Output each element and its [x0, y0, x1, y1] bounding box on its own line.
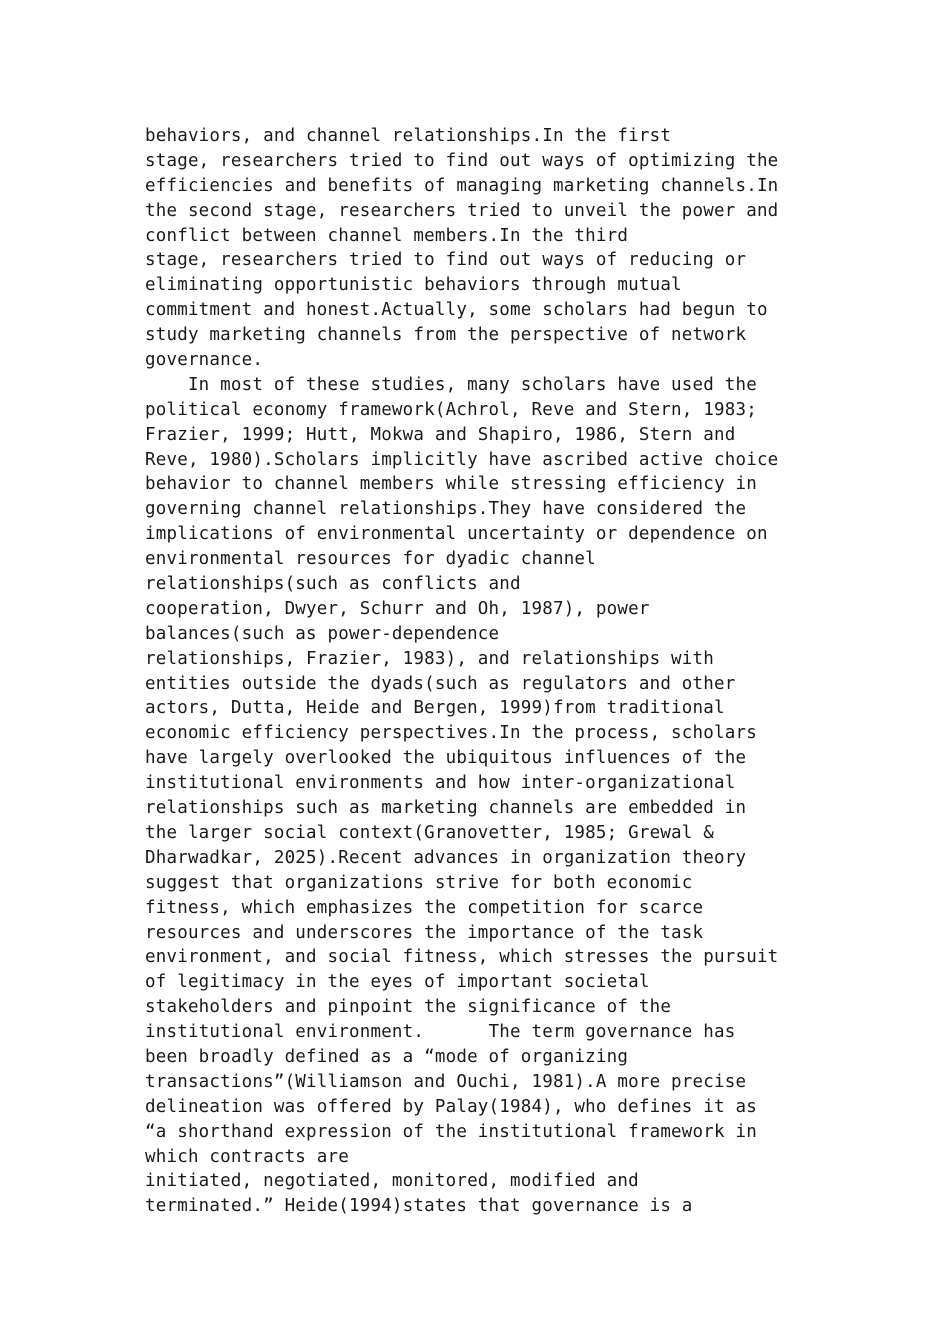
- text-line: study marketing channels from the perspective of network: [145, 325, 747, 346]
- text-line: commitment and honest.Actually, some scholars had begun to: [145, 300, 768, 321]
- text-line: stage, researchers tried to find out ways of optimizing the: [145, 150, 779, 171]
- text-line: the larger social context(Granovetter, 1985; Grewal &: [145, 822, 715, 843]
- paragraph-start-line: In most of these studies, many scholars have used the: [145, 374, 757, 395]
- text-line: behaviors, and channel relationships.In the first: [145, 126, 672, 146]
- text-line: actors, Dutta, Heide and Bergen, 1999)from traditional: [145, 698, 725, 719]
- text-line: relationships, Frazier, 1983), and relationships with: [145, 648, 715, 669]
- text-line: implications of environmental uncertainty or dependence on: [145, 524, 768, 545]
- text-line: environment, and social fitness, which stresses the pursuit: [145, 947, 779, 968]
- text-line: relationships such as marketing channels are embedded in: [145, 798, 747, 819]
- text-line: Dharwadkar, 2025).Recent advances in organization theory: [145, 847, 747, 868]
- text-line: governing channel relationships.They have considered the: [145, 499, 747, 520]
- text-line: relationships(such as conflicts and: [145, 574, 521, 595]
- text-line: conflict between channel members.In the third: [145, 225, 629, 246]
- text-line: stakeholders and pinpoint the significance of the: [145, 997, 672, 1018]
- text-line: institutional environments and how inter-organizational: [145, 773, 736, 794]
- text-line: Frazier, 1999; Hutt, Mokwa and Shapiro, 1986, Stern and: [145, 424, 736, 445]
- text-line: institutional environment. The term governance has: [145, 1022, 736, 1043]
- text-line: behavior to channel members while stressing efficiency in: [145, 474, 757, 495]
- text-line: of legitimacy in the eyes of important societal: [145, 972, 650, 993]
- text-line: governance.: [145, 350, 264, 371]
- text-line: transactions”(Williamson and Ouchi, 1981).A more precise: [145, 1071, 747, 1092]
- text-line: balances(such as power-dependence: [145, 623, 500, 644]
- text-line: entities outside the dyads(such as regulators and other: [145, 673, 736, 694]
- text-line: delineation was offered by Palay(1984), who defines it as: [145, 1096, 757, 1117]
- text-line: which contracts are: [145, 1146, 349, 1167]
- text-line: Reve, 1980).Scholars implicitly have ascribed active choice: [145, 449, 779, 470]
- text-line: eliminating opportunistic behaviors through mutual: [145, 275, 682, 296]
- text-line: initiated, negotiated, monitored, modified and: [145, 1171, 639, 1192]
- text-line: cooperation, Dwyer, Schurr and Oh, 1987), power: [145, 598, 650, 619]
- text-line: been broadly defined as a “mode of organizing: [145, 1046, 629, 1067]
- body-text: [145, 124, 815, 1219]
- text-line: environmental resources for dyadic channel: [145, 549, 596, 570]
- text-line: political economy framework(Achrol, Reve and Stern, 1983;: [145, 399, 757, 420]
- text-line: terminated.” Heide(1994)states that governance is a: [145, 1196, 693, 1217]
- text-line: “a shorthand expression of the institutional framework in: [145, 1121, 757, 1142]
- text-line: stage, researchers tried to find out ways of reducing or: [145, 250, 747, 271]
- text-line: fitness, which emphasizes the competition for scarce: [145, 897, 704, 918]
- text-line: have largely overlooked the ubiquitous influences of the: [145, 748, 747, 769]
- text-line: economic efficiency perspectives.In the process, scholars: [145, 723, 757, 744]
- text-line: resources and underscores the importance of the task: [145, 922, 704, 943]
- text-line: the second stage, researchers tried to unveil the power and: [145, 200, 779, 221]
- text-line: suggest that organizations strive for both economic: [145, 872, 693, 893]
- text-line: efficiencies and benefits of managing marketing channels.In: [145, 175, 779, 196]
